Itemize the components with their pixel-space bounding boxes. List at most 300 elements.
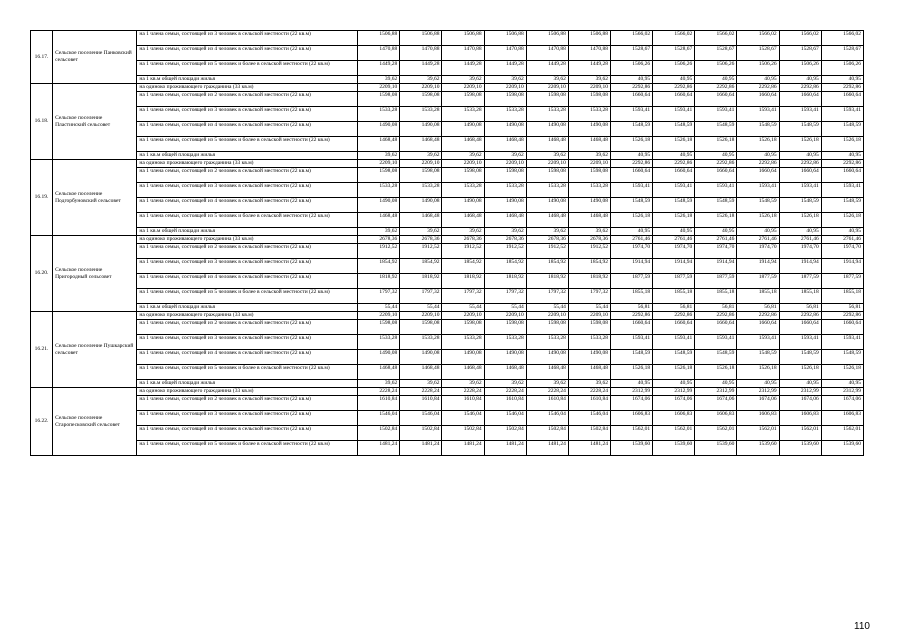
value-cell: 1528,67 — [737, 46, 779, 61]
value-cell: 2209,10 — [400, 312, 442, 320]
row-label: на 1 члена семьи, состоящей из 5 человек и более в сельской местности (22 кв.м) — [137, 441, 358, 456]
table-row — [31, 31, 864, 46]
value-cell: 2209,10 — [400, 84, 442, 92]
value-cell: 39,62 — [484, 76, 526, 84]
value-cell: 2292,86 — [695, 312, 737, 320]
group-code: 16.21. — [31, 312, 53, 388]
value-cell: 1818,92 — [358, 274, 400, 289]
value-cell: 1526,18 — [653, 213, 695, 228]
value-cell: 2228,24 — [484, 388, 526, 396]
value-cell: 1526,18 — [821, 137, 863, 152]
value-cell: 1598,08 — [568, 168, 610, 183]
group-name: Сельское поселение Пушкарский сельсовет — [53, 312, 137, 388]
group-code: 16.18. — [31, 84, 53, 160]
value-cell: 1533,28 — [484, 335, 526, 350]
value-cell: 2292,86 — [779, 84, 821, 92]
value-cell: 1449,28 — [568, 61, 610, 76]
value-cell: 1490,08 — [358, 198, 400, 213]
value-cell: 1593,41 — [779, 107, 821, 122]
value-cell: 1974,70 — [779, 244, 821, 259]
value-cell: 1818,92 — [484, 274, 526, 289]
value-cell: 39,62 — [568, 380, 610, 388]
value-cell: 1974,70 — [611, 244, 653, 259]
value-cell: 1854,92 — [400, 259, 442, 274]
value-cell: 1912,52 — [484, 244, 526, 259]
value-cell: 2292,86 — [611, 312, 653, 320]
value-cell: 1468,48 — [358, 137, 400, 152]
value-cell: 39,62 — [568, 152, 610, 160]
value-cell: 1854,92 — [568, 259, 610, 274]
value-cell: 1606,83 — [653, 411, 695, 426]
value-cell: 1528,67 — [779, 46, 821, 61]
value-cell: 39,62 — [568, 228, 610, 236]
value-cell: 1562,01 — [611, 426, 653, 441]
group-code: 16.20. — [31, 236, 53, 312]
value-cell: 2209,10 — [484, 160, 526, 168]
value-cell: 1506,88 — [442, 31, 484, 46]
table-row — [31, 320, 864, 335]
table-row — [31, 61, 864, 76]
value-cell: 1539,60 — [611, 441, 653, 456]
value-cell: 2678,36 — [484, 236, 526, 244]
table-row — [31, 380, 864, 388]
value-cell: 1502,84 — [484, 426, 526, 441]
value-cell: 40,95 — [821, 152, 863, 160]
value-cell: 1533,28 — [526, 335, 568, 350]
value-cell: 1490,08 — [442, 350, 484, 365]
value-cell: 2292,86 — [695, 84, 737, 92]
value-cell: 1539,60 — [821, 441, 863, 456]
row-label: на 1 члена семьи, состоящей из 2 человек в сельской местности (22 кв.м) — [137, 92, 358, 107]
value-cell: 1528,67 — [821, 46, 863, 61]
value-cell: 2209,10 — [484, 84, 526, 92]
value-cell: 2678,36 — [568, 236, 610, 244]
value-cell: 2761,46 — [653, 236, 695, 244]
row-label: на 1 члена семьи, состоящей из 2 человек в сельской местности (22 кв.м) — [137, 320, 358, 335]
tariff-table — [30, 30, 864, 456]
value-cell: 1468,48 — [358, 213, 400, 228]
value-cell: 2312,99 — [821, 388, 863, 396]
value-cell: 1606,83 — [779, 411, 821, 426]
value-cell: 39,62 — [358, 228, 400, 236]
value-cell: 1526,18 — [695, 365, 737, 380]
value-cell: 1598,08 — [358, 320, 400, 335]
value-cell: 2209,10 — [526, 160, 568, 168]
value-cell: 1468,48 — [526, 365, 568, 380]
value-cell: 2209,10 — [568, 84, 610, 92]
value-cell: 1468,48 — [442, 137, 484, 152]
value-cell: 1533,28 — [484, 107, 526, 122]
value-cell: 1855,18 — [653, 289, 695, 304]
value-cell: 2209,10 — [526, 84, 568, 92]
value-cell: 1468,48 — [526, 137, 568, 152]
value-cell: 40,95 — [821, 380, 863, 388]
value-cell: 1449,28 — [484, 61, 526, 76]
row-label: на 1 члена семьи, состоящей из 3 человек в сельской местности (22 кв.м) — [137, 31, 358, 46]
value-cell: 39,62 — [358, 380, 400, 388]
value-cell: 1468,48 — [484, 137, 526, 152]
value-cell: 1912,52 — [526, 244, 568, 259]
value-cell: 40,95 — [653, 76, 695, 84]
value-cell: 1468,48 — [400, 137, 442, 152]
group-name: Сельское поселение Пригородный сельсовет — [53, 236, 137, 312]
value-cell: 56,81 — [821, 304, 863, 312]
value-cell: 1610,84 — [526, 396, 568, 411]
value-cell: 40,95 — [653, 152, 695, 160]
value-cell: 1490,08 — [526, 350, 568, 365]
value-cell: 1598,08 — [484, 168, 526, 183]
value-cell: 1539,60 — [779, 441, 821, 456]
table-row — [31, 198, 864, 213]
value-cell: 1449,28 — [358, 61, 400, 76]
table-row — [31, 350, 864, 365]
value-cell: 1526,18 — [611, 213, 653, 228]
table-row — [31, 388, 864, 396]
value-cell: 2292,86 — [779, 312, 821, 320]
value-cell: 55,44 — [442, 304, 484, 312]
table-row — [31, 122, 864, 137]
table-row — [31, 441, 864, 456]
value-cell: 1468,48 — [442, 365, 484, 380]
value-cell: 1533,28 — [484, 183, 526, 198]
value-cell: 1606,83 — [821, 411, 863, 426]
value-cell: 1660,64 — [779, 320, 821, 335]
table-row — [31, 228, 864, 236]
table-row — [31, 160, 864, 168]
value-cell: 1548,59 — [695, 122, 737, 137]
value-cell: 1598,08 — [568, 320, 610, 335]
value-cell: 55,44 — [484, 304, 526, 312]
value-cell: 1606,83 — [611, 411, 653, 426]
value-cell: 1818,92 — [400, 274, 442, 289]
value-cell: 2209,10 — [400, 160, 442, 168]
value-cell: 1526,18 — [611, 137, 653, 152]
value-cell: 40,95 — [821, 228, 863, 236]
value-cell: 1481,24 — [400, 441, 442, 456]
value-cell: 39,62 — [358, 76, 400, 84]
value-cell: 1470,88 — [442, 46, 484, 61]
table-row — [31, 259, 864, 274]
value-cell: 1797,32 — [358, 289, 400, 304]
value-cell: 1593,41 — [821, 335, 863, 350]
value-cell: 1566,02 — [611, 31, 653, 46]
value-cell: 39,62 — [484, 152, 526, 160]
value-cell: 39,62 — [358, 152, 400, 160]
value-cell: 2228,24 — [568, 388, 610, 396]
value-cell: 2292,86 — [779, 160, 821, 168]
value-cell: 1593,41 — [653, 335, 695, 350]
value-cell: 1593,41 — [779, 335, 821, 350]
value-cell: 1490,08 — [484, 350, 526, 365]
value-cell: 1506,26 — [611, 61, 653, 76]
value-cell: 2761,46 — [821, 236, 863, 244]
value-cell: 2292,86 — [821, 312, 863, 320]
value-cell: 1548,59 — [611, 350, 653, 365]
value-cell: 40,95 — [737, 228, 779, 236]
value-cell: 1974,70 — [821, 244, 863, 259]
value-cell: 1481,24 — [526, 441, 568, 456]
value-cell: 1610,84 — [568, 396, 610, 411]
value-cell: 1533,28 — [442, 183, 484, 198]
value-cell: 1674,06 — [821, 396, 863, 411]
value-cell: 2292,86 — [653, 160, 695, 168]
value-cell: 1528,67 — [695, 46, 737, 61]
value-cell: 39,62 — [442, 76, 484, 84]
value-cell: 1914,94 — [779, 259, 821, 274]
value-cell: 1470,88 — [484, 46, 526, 61]
value-cell: 1528,67 — [611, 46, 653, 61]
value-cell: 1854,92 — [358, 259, 400, 274]
table-row — [31, 137, 864, 152]
value-cell: 1877,59 — [779, 274, 821, 289]
value-cell: 1502,84 — [568, 426, 610, 441]
value-cell: 2209,10 — [442, 312, 484, 320]
value-cell: 1674,06 — [653, 396, 695, 411]
value-cell: 1502,84 — [358, 426, 400, 441]
value-cell: 1539,60 — [737, 441, 779, 456]
value-cell: 1566,02 — [695, 31, 737, 46]
table-body — [31, 31, 864, 456]
value-cell: 1914,94 — [653, 259, 695, 274]
value-cell: 2678,36 — [400, 236, 442, 244]
value-cell: 2292,86 — [653, 84, 695, 92]
value-cell: 39,62 — [526, 76, 568, 84]
table-row — [31, 289, 864, 304]
table-row — [31, 365, 864, 380]
value-cell: 1490,08 — [400, 122, 442, 137]
value-cell: 1912,52 — [400, 244, 442, 259]
value-cell: 2209,10 — [442, 84, 484, 92]
row-label: на одиноко проживающего гражданина (33 кв.м) — [137, 84, 358, 92]
value-cell: 1593,41 — [653, 107, 695, 122]
value-cell: 1797,32 — [568, 289, 610, 304]
value-cell: 2209,10 — [568, 312, 610, 320]
table-row — [31, 152, 864, 160]
value-cell: 1914,94 — [611, 259, 653, 274]
value-cell: 55,44 — [568, 304, 610, 312]
value-cell: 1468,48 — [484, 213, 526, 228]
value-cell: 1660,64 — [779, 168, 821, 183]
value-cell: 2209,10 — [358, 84, 400, 92]
value-cell: 1533,28 — [526, 183, 568, 198]
row-label: на 1 члена семьи, состоящей из 3 человек в сельской местности (22 кв.м) — [137, 107, 358, 122]
value-cell: 1449,28 — [400, 61, 442, 76]
value-cell: 1610,84 — [358, 396, 400, 411]
value-cell: 39,62 — [526, 228, 568, 236]
row-label: на 1 члена семьи, состоящей из 4 человек в сельской местности (22 кв.м) — [137, 46, 358, 61]
value-cell: 1598,08 — [442, 320, 484, 335]
value-cell: 1526,18 — [737, 137, 779, 152]
value-cell: 1562,01 — [821, 426, 863, 441]
table-row — [31, 107, 864, 122]
row-label: на 1 кв.м общей площади жилья — [137, 152, 358, 160]
value-cell: 1598,08 — [358, 92, 400, 107]
table-row — [31, 236, 864, 244]
value-cell: 1562,01 — [779, 426, 821, 441]
value-cell: 2678,36 — [526, 236, 568, 244]
value-cell: 56,81 — [611, 304, 653, 312]
value-cell: 1539,60 — [695, 441, 737, 456]
value-cell: 1660,64 — [821, 168, 863, 183]
value-cell: 1593,41 — [737, 183, 779, 198]
value-cell: 1546,04 — [400, 411, 442, 426]
value-cell: 1818,92 — [442, 274, 484, 289]
row-label: на 1 члена семьи, состоящей из 5 человек и более в сельской местности (22 кв.м) — [137, 289, 358, 304]
value-cell: 1526,18 — [779, 213, 821, 228]
value-cell: 39,62 — [442, 228, 484, 236]
value-cell: 1506,88 — [358, 31, 400, 46]
value-cell: 1506,88 — [526, 31, 568, 46]
value-cell: 1506,88 — [568, 31, 610, 46]
value-cell: 2209,10 — [358, 312, 400, 320]
value-cell: 1490,08 — [442, 122, 484, 137]
row-label: на 1 кв.м общей площади жилья — [137, 228, 358, 236]
value-cell: 1470,88 — [358, 46, 400, 61]
value-cell: 1468,48 — [400, 365, 442, 380]
value-cell: 1914,94 — [737, 259, 779, 274]
table-row — [31, 274, 864, 289]
group-name: Сельское поселение Пластинский сельсовет — [53, 84, 137, 160]
value-cell: 1548,59 — [779, 122, 821, 137]
value-cell: 55,44 — [400, 304, 442, 312]
value-cell: 56,81 — [695, 304, 737, 312]
value-cell: 40,95 — [737, 380, 779, 388]
value-cell: 1481,24 — [358, 441, 400, 456]
value-cell: 1528,67 — [653, 46, 695, 61]
table-row — [31, 335, 864, 350]
value-cell: 1593,41 — [695, 107, 737, 122]
value-cell: 1562,01 — [695, 426, 737, 441]
value-cell: 1502,84 — [442, 426, 484, 441]
value-cell: 1548,59 — [821, 198, 863, 213]
row-label: на 1 члена семьи, состоящей из 4 человек в сельской местности (22 кв.м) — [137, 426, 358, 441]
value-cell: 1502,84 — [526, 426, 568, 441]
value-cell: 1546,04 — [568, 411, 610, 426]
value-cell: 1593,41 — [737, 107, 779, 122]
table-row — [31, 46, 864, 61]
value-cell: 39,62 — [400, 228, 442, 236]
value-cell: 1974,70 — [695, 244, 737, 259]
value-cell: 1490,08 — [358, 350, 400, 365]
value-cell: 1526,18 — [653, 137, 695, 152]
value-cell: 40,95 — [779, 228, 821, 236]
table-row — [31, 426, 864, 441]
value-cell: 1674,06 — [779, 396, 821, 411]
value-cell: 1598,08 — [484, 320, 526, 335]
table-row — [31, 312, 864, 320]
value-cell: 1490,08 — [484, 122, 526, 137]
value-cell: 56,81 — [737, 304, 779, 312]
value-cell: 1598,08 — [442, 168, 484, 183]
value-cell: 1526,18 — [737, 365, 779, 380]
value-cell: 40,95 — [779, 380, 821, 388]
value-cell: 56,81 — [779, 304, 821, 312]
value-cell: 2761,46 — [737, 236, 779, 244]
value-cell: 1468,48 — [484, 365, 526, 380]
value-cell: 1855,18 — [737, 289, 779, 304]
row-label: на 1 члена семьи, состоящей из 4 человек в сельской местности (22 кв.м) — [137, 122, 358, 137]
value-cell: 1533,28 — [400, 107, 442, 122]
value-cell: 1974,70 — [737, 244, 779, 259]
value-cell: 39,62 — [526, 152, 568, 160]
value-cell: 40,95 — [653, 380, 695, 388]
value-cell: 1533,28 — [568, 107, 610, 122]
row-label: на 1 члена семьи, состоящей из 2 человек в сельской местности (22 кв.м) — [137, 396, 358, 411]
value-cell: 1566,02 — [737, 31, 779, 46]
row-label: на 1 члена семьи, состоящей из 3 человек в сельской местности (22 кв.м) — [137, 259, 358, 274]
value-cell: 2312,99 — [779, 388, 821, 396]
table-row — [31, 304, 864, 312]
value-cell: 1468,48 — [400, 213, 442, 228]
value-cell: 40,95 — [611, 228, 653, 236]
table-row — [31, 84, 864, 92]
value-cell: 1912,52 — [442, 244, 484, 259]
row-label: на одиноко проживающего гражданина (33 кв.м) — [137, 312, 358, 320]
row-label: на 1 члена семьи, состоящей из 3 человек в сельской местности (22 кв.м) — [137, 411, 358, 426]
value-cell: 1598,08 — [526, 320, 568, 335]
value-cell: 1797,32 — [442, 289, 484, 304]
value-cell: 1593,41 — [779, 183, 821, 198]
value-cell: 2312,99 — [737, 388, 779, 396]
value-cell: 1598,08 — [400, 320, 442, 335]
value-cell: 1490,08 — [484, 198, 526, 213]
table-row — [31, 244, 864, 259]
value-cell: 1526,18 — [611, 365, 653, 380]
value-cell: 2228,24 — [400, 388, 442, 396]
value-cell: 1912,52 — [358, 244, 400, 259]
table-row — [31, 76, 864, 84]
row-label: на 1 члена семьи, состоящей из 3 человек в сельской местности (22 кв.м) — [137, 335, 358, 350]
value-cell: 1506,88 — [484, 31, 526, 46]
value-cell: 1914,94 — [821, 259, 863, 274]
value-cell: 1877,59 — [695, 274, 737, 289]
value-cell: 1533,28 — [526, 107, 568, 122]
value-cell: 1914,94 — [695, 259, 737, 274]
value-cell: 1548,59 — [779, 198, 821, 213]
value-cell: 1533,28 — [442, 107, 484, 122]
value-cell: 1660,64 — [611, 92, 653, 107]
value-cell: 2761,46 — [779, 236, 821, 244]
value-cell: 1660,64 — [821, 320, 863, 335]
value-cell: 1855,18 — [611, 289, 653, 304]
row-label: на одиноко проживающего гражданина (33 кв.м) — [137, 236, 358, 244]
value-cell: 1606,83 — [737, 411, 779, 426]
value-cell: 1506,88 — [400, 31, 442, 46]
value-cell: 1660,64 — [695, 92, 737, 107]
value-cell: 1877,59 — [821, 274, 863, 289]
value-cell: 40,95 — [695, 228, 737, 236]
value-cell: 1855,18 — [695, 289, 737, 304]
value-cell: 1548,59 — [737, 122, 779, 137]
value-cell: 40,95 — [737, 152, 779, 160]
value-cell: 1502,84 — [400, 426, 442, 441]
value-cell: 1660,64 — [695, 320, 737, 335]
value-cell: 1593,41 — [611, 183, 653, 198]
value-cell: 1593,41 — [695, 183, 737, 198]
value-cell: 1566,02 — [779, 31, 821, 46]
value-cell: 1533,28 — [358, 183, 400, 198]
row-label: на 1 члена семьи, состоящей из 5 человек и более в сельской местности (22 кв.м) — [137, 137, 358, 152]
value-cell: 1854,92 — [526, 259, 568, 274]
value-cell: 1598,08 — [526, 92, 568, 107]
value-cell: 1526,18 — [821, 365, 863, 380]
value-cell: 39,62 — [526, 380, 568, 388]
value-cell: 39,62 — [484, 228, 526, 236]
value-cell: 1660,64 — [821, 92, 863, 107]
page-number: 110 — [854, 621, 870, 632]
value-cell: 1562,01 — [737, 426, 779, 441]
row-label: на 1 кв.м общей площади жилья — [137, 76, 358, 84]
